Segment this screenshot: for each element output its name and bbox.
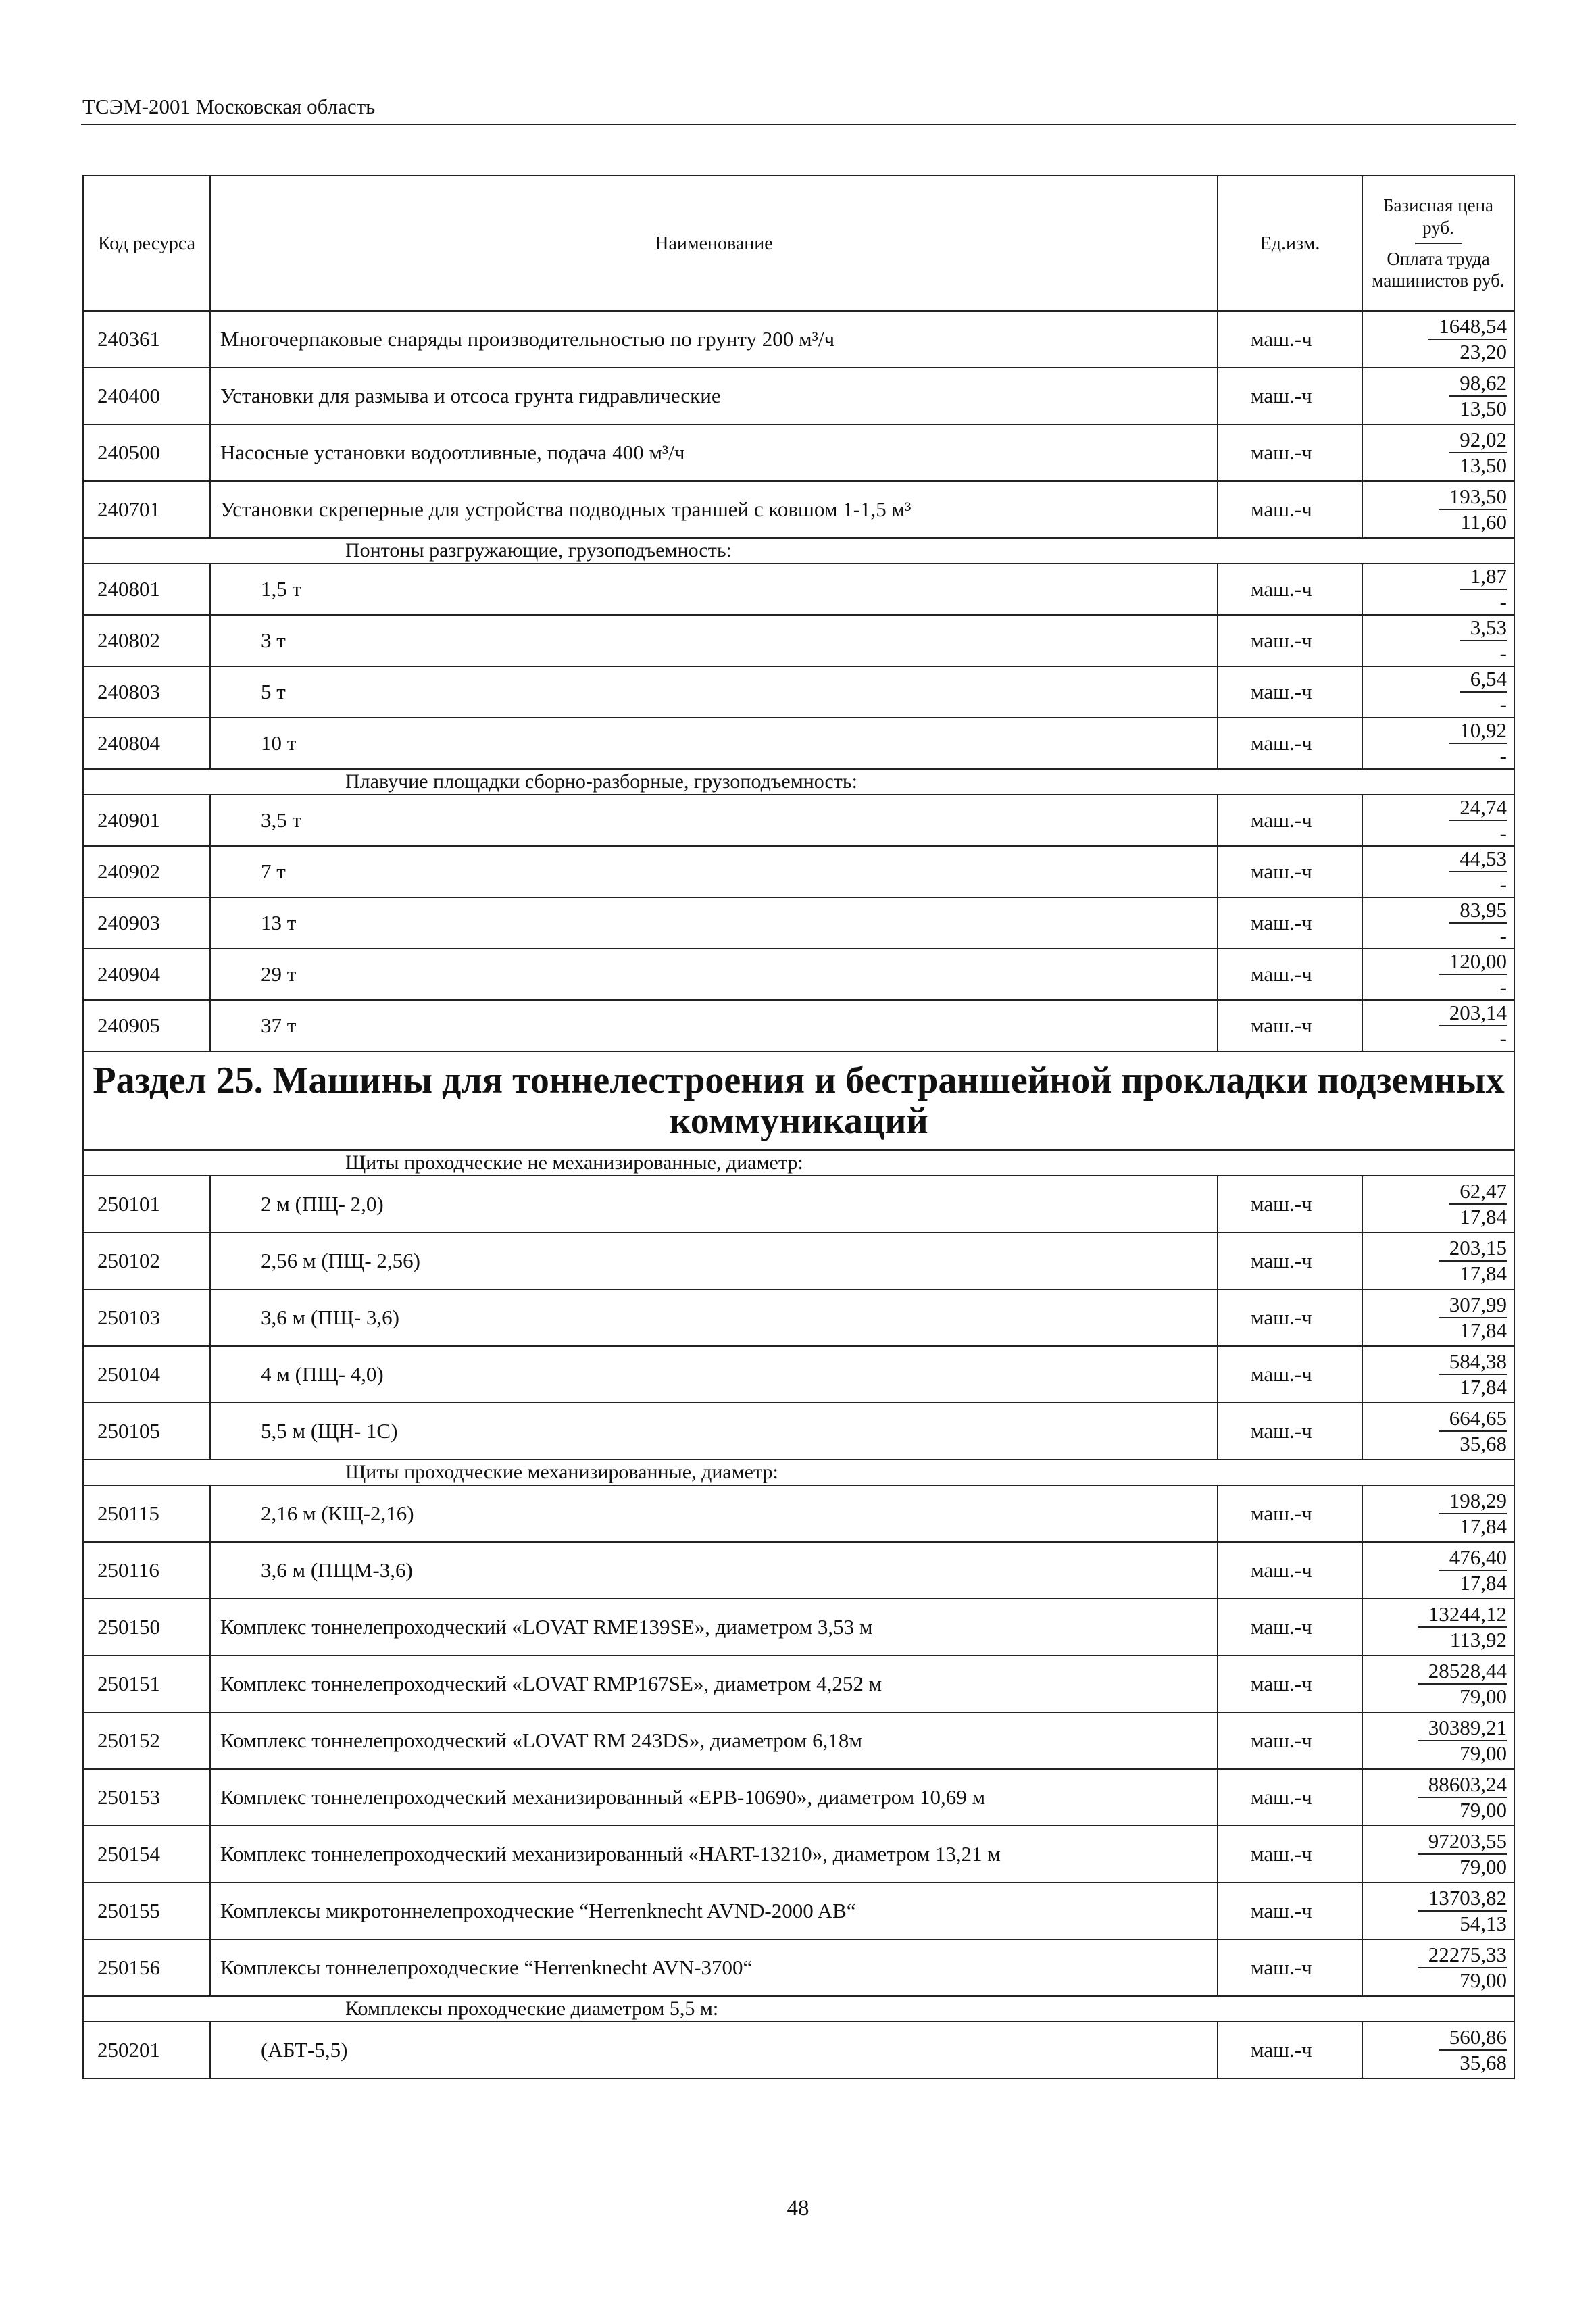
- unit: маш.-ч: [1218, 1769, 1362, 1826]
- col-header-unit: Ед.изм.: [1218, 176, 1362, 311]
- table-row: [83, 1403, 1514, 1460]
- document-header: ТСЭМ-2001 Московская область: [82, 95, 376, 118]
- table-row: [83, 1883, 1514, 1939]
- unit: маш.-ч: [1218, 795, 1362, 846]
- base-price: 98,62: [1449, 371, 1507, 397]
- resource-name: 3,6 м (ПЩ- 3,6): [210, 1289, 1218, 1346]
- table-row: [83, 368, 1514, 424]
- resource-code: 250153: [83, 1769, 210, 1826]
- table-row: [83, 897, 1514, 949]
- labor-price: 79,00: [1460, 1741, 1507, 1765]
- price-cell: [1362, 1939, 1514, 1996]
- unit: маш.-ч: [1218, 368, 1362, 424]
- price-cell: [1362, 368, 1514, 424]
- group-code-cell: [83, 1460, 210, 1485]
- resource-code: 240801: [83, 564, 210, 615]
- group-heading-row: [83, 1150, 1514, 1176]
- resource-code: 240905: [83, 1000, 210, 1051]
- resource-code: 250155: [83, 1883, 210, 1939]
- labor-price: 17,84: [1460, 1262, 1507, 1285]
- resource-name: Комплекс тоннелепроходческий «LOVAT RMP167SE», диаметром 4,252 м: [210, 1656, 1218, 1712]
- labor-price: -: [1499, 744, 1507, 768]
- resource-name: Комплекс тоннелепроходческий механизированный «EPB-10690», диаметром 10,69 м: [210, 1769, 1218, 1826]
- resource-name: 2,56 м (ПЩ- 2,56): [210, 1233, 1218, 1289]
- group-code-cell: [83, 1996, 210, 2022]
- price-table: [82, 175, 1515, 2079]
- base-price: 584,38: [1439, 1349, 1507, 1375]
- resource-name: 37 т: [210, 1000, 1218, 1051]
- table-row: [83, 424, 1514, 481]
- price-cell: [1362, 2022, 1514, 2078]
- resource-name: Комплексы микротоннелепроходческие “Herrenknecht AVND-2000 AB“: [210, 1883, 1218, 1939]
- price-cell: [1362, 1485, 1514, 1542]
- price-cell: [1362, 1289, 1514, 1346]
- resource-code: 240903: [83, 897, 210, 949]
- unit: маш.-ч: [1218, 615, 1362, 666]
- unit: маш.-ч: [1218, 1826, 1362, 1883]
- base-price: 198,29: [1439, 1489, 1507, 1514]
- price-cell: [1362, 1826, 1514, 1883]
- resource-code: 250151: [83, 1656, 210, 1712]
- group-code-cell: [83, 1150, 210, 1176]
- labor-price: 23,20: [1460, 340, 1507, 364]
- unit: маш.-ч: [1218, 846, 1362, 897]
- unit: маш.-ч: [1218, 1883, 1362, 1939]
- resource-code: 240901: [83, 795, 210, 846]
- group-heading-row: [83, 769, 1514, 795]
- base-price: 307,99: [1439, 1293, 1507, 1318]
- unit: маш.-ч: [1218, 1233, 1362, 1289]
- price-cell: [1362, 424, 1514, 481]
- table-row: [83, 564, 1514, 615]
- table-row: [83, 1769, 1514, 1826]
- price-cell: [1362, 795, 1514, 846]
- labor-price: -: [1499, 693, 1507, 716]
- table-row: [83, 718, 1514, 769]
- base-price: 62,47: [1449, 1179, 1507, 1205]
- unit: маш.-ч: [1218, 481, 1362, 538]
- unit: маш.-ч: [1218, 949, 1362, 1000]
- labor-price: -: [1499, 872, 1507, 896]
- base-price: 1,87: [1460, 564, 1507, 590]
- group-heading-row: [83, 1996, 1514, 2022]
- group-heading-row: [83, 538, 1514, 564]
- resource-name: 13 т: [210, 897, 1218, 949]
- base-price: 92,02: [1449, 428, 1507, 453]
- labor-price: 17,84: [1460, 1375, 1507, 1399]
- base-price: 24,74: [1449, 795, 1507, 821]
- labor-price: 79,00: [1460, 1968, 1507, 1992]
- table-row: [83, 1346, 1514, 1403]
- labor-price: -: [1499, 590, 1507, 614]
- col-header-price: [1362, 176, 1514, 311]
- base-price: 30389,21: [1418, 1716, 1507, 1741]
- resource-name: 3,6 м (ПЩМ-3,6): [210, 1542, 1218, 1599]
- resource-code: 250116: [83, 1542, 210, 1599]
- price-cell: [1362, 1403, 1514, 1460]
- table-row: [83, 846, 1514, 897]
- price-cell: [1362, 615, 1514, 666]
- table-row: [83, 795, 1514, 846]
- resource-code: 240803: [83, 666, 210, 718]
- table-row: [83, 1289, 1514, 1346]
- resource-code: 240902: [83, 846, 210, 897]
- table-row: [83, 1939, 1514, 1996]
- resource-name: 29 т: [210, 949, 1218, 1000]
- table-row: [83, 1542, 1514, 1599]
- page-number: 48: [787, 2196, 809, 2220]
- table-row: [83, 1000, 1514, 1051]
- base-price: 97203,55: [1418, 1829, 1507, 1855]
- labor-price: 17,84: [1460, 1205, 1507, 1228]
- resource-code: 240361: [83, 311, 210, 368]
- price-cell: [1362, 1000, 1514, 1051]
- resource-name: 10 т: [210, 718, 1218, 769]
- resource-name: Комплекс тоннелепроходческий механизированный «HART-13210», диаметром 13,21 м: [210, 1826, 1218, 1883]
- table-row: [83, 615, 1514, 666]
- unit: маш.-ч: [1218, 564, 1362, 615]
- base-price: 193,50: [1439, 484, 1507, 510]
- base-price: 1648,54: [1428, 314, 1507, 340]
- labor-price: 17,84: [1460, 1514, 1507, 1538]
- unit: маш.-ч: [1218, 424, 1362, 481]
- labor-price: 79,00: [1460, 1798, 1507, 1822]
- labor-price: 79,00: [1460, 1855, 1507, 1878]
- resource-name: Насосные установки водоотливные, подача 400 м³/ч: [210, 424, 1218, 481]
- labor-price: -: [1499, 641, 1507, 665]
- table-row: [83, 481, 1514, 538]
- table-header-row: [83, 176, 1514, 311]
- resource-name: Комплексы тоннелепроходческие “Herrenknecht AVN-3700“: [210, 1939, 1218, 1996]
- section-title: Раздел 25. Машины для тоннелестроения и бестраншейной прокладки подземных коммуникаций: [83, 1051, 1514, 1150]
- labor-price: 17,84: [1460, 1318, 1507, 1342]
- table-row: [83, 311, 1514, 368]
- unit: маш.-ч: [1218, 311, 1362, 368]
- group-heading: Понтоны разгружающие, грузоподъемность:: [210, 538, 1514, 564]
- unit: маш.-ч: [1218, 1289, 1362, 1346]
- price-cell: [1362, 1176, 1514, 1233]
- base-price: 13244,12: [1418, 1602, 1507, 1628]
- unit: маш.-ч: [1218, 1403, 1362, 1460]
- base-price: 22275,33: [1418, 1943, 1507, 1968]
- section-heading-row: [83, 1051, 1514, 1150]
- resource-code: 240904: [83, 949, 210, 1000]
- unit: маш.-ч: [1218, 1485, 1362, 1542]
- resource-name: 3,5 т: [210, 795, 1218, 846]
- resource-name: Комплекс тоннелепроходческий «LOVAT RM 243DS», диаметром 6,18м: [210, 1712, 1218, 1769]
- resource-name: 7 т: [210, 846, 1218, 897]
- resource-name: 4 м (ПЩ- 4,0): [210, 1346, 1218, 1403]
- base-price: 203,15: [1439, 1236, 1507, 1262]
- group-heading-row: [83, 1460, 1514, 1485]
- resource-code: 250201: [83, 2022, 210, 2078]
- price-labor-label: Оплата труда машинистов руб.: [1372, 249, 1505, 291]
- table-row: [83, 666, 1514, 718]
- resource-code: 250156: [83, 1939, 210, 1996]
- resource-name: 5,5 м (ЩН- 1С): [210, 1403, 1218, 1460]
- resource-code: 240400: [83, 368, 210, 424]
- price-cell: [1362, 718, 1514, 769]
- resource-code: 250105: [83, 1403, 210, 1460]
- table-row: [83, 949, 1514, 1000]
- resource-code: 240802: [83, 615, 210, 666]
- resource-code: 250150: [83, 1599, 210, 1656]
- unit: маш.-ч: [1218, 897, 1362, 949]
- unit: маш.-ч: [1218, 1656, 1362, 1712]
- labor-price: 35,68: [1460, 2051, 1507, 2074]
- resource-code: 250102: [83, 1233, 210, 1289]
- resource-code: 250115: [83, 1485, 210, 1542]
- resource-code: 250103: [83, 1289, 210, 1346]
- resource-code: 250152: [83, 1712, 210, 1769]
- unit: маш.-ч: [1218, 718, 1362, 769]
- unit: маш.-ч: [1218, 2022, 1362, 2078]
- base-price: 6,54: [1460, 667, 1507, 693]
- labor-price: 13,50: [1460, 453, 1507, 477]
- price-cell: [1362, 1542, 1514, 1599]
- resource-code: 250104: [83, 1346, 210, 1403]
- labor-price: -: [1499, 1026, 1507, 1050]
- resource-name: 1,5 т: [210, 564, 1218, 615]
- base-price: 13703,82: [1418, 1886, 1507, 1912]
- labor-price: 17,84: [1460, 1571, 1507, 1595]
- base-price: 44,53: [1449, 847, 1507, 872]
- unit: маш.-ч: [1218, 1346, 1362, 1403]
- table-row: [83, 2022, 1514, 2078]
- price-cell: [1362, 897, 1514, 949]
- price-cell: [1362, 311, 1514, 368]
- table-row: [83, 1656, 1514, 1712]
- base-price: 10,92: [1449, 718, 1507, 744]
- resource-code: 250154: [83, 1826, 210, 1883]
- price-cell: [1362, 564, 1514, 615]
- labor-price: -: [1499, 924, 1507, 947]
- unit: маш.-ч: [1218, 1599, 1362, 1656]
- labor-price: 54,13: [1460, 1912, 1507, 1935]
- base-price: 3,53: [1460, 616, 1507, 641]
- unit: маш.-ч: [1218, 1000, 1362, 1051]
- base-price: 664,65: [1439, 1406, 1507, 1432]
- resource-code: 240500: [83, 424, 210, 481]
- price-cell: [1362, 949, 1514, 1000]
- resource-code: 240701: [83, 481, 210, 538]
- labor-price: 113,92: [1449, 1628, 1507, 1651]
- price-cell: [1362, 1346, 1514, 1403]
- base-price: 203,14: [1439, 1001, 1507, 1026]
- table-row: [83, 1233, 1514, 1289]
- resource-name: (АБТ-5,5): [210, 2022, 1218, 2078]
- resource-code: 250101: [83, 1176, 210, 1233]
- base-price: 120,00: [1439, 949, 1507, 975]
- price-cell: [1362, 666, 1514, 718]
- labor-price: 35,68: [1460, 1432, 1507, 1455]
- unit: маш.-ч: [1218, 1712, 1362, 1769]
- resource-name: 2,16 м (КЩ-2,16): [210, 1485, 1218, 1542]
- group-code-cell: [83, 769, 210, 795]
- unit: маш.-ч: [1218, 666, 1362, 718]
- price-cell: [1362, 1233, 1514, 1289]
- labor-price: 13,50: [1460, 397, 1507, 420]
- table-row: [83, 1826, 1514, 1883]
- labor-price: -: [1499, 821, 1507, 845]
- price-cell: [1362, 846, 1514, 897]
- resource-name: 2 м (ПЩ- 2,0): [210, 1176, 1218, 1233]
- header-rule: [81, 124, 1516, 125]
- unit: маш.-ч: [1218, 1542, 1362, 1599]
- table-row: [83, 1176, 1514, 1233]
- price-cell: [1362, 481, 1514, 538]
- group-heading: Щиты проходческие не механизированные, диаметр:: [210, 1150, 1514, 1176]
- price-cell: [1362, 1712, 1514, 1769]
- price-cell: [1362, 1656, 1514, 1712]
- resource-name: Комплекс тоннелепроходческий «LOVAT RME139SE», диаметром 3,53 м: [210, 1599, 1218, 1656]
- col-header-name: Наименование: [210, 176, 1218, 311]
- price-cell: [1362, 1769, 1514, 1826]
- group-heading: Плавучие площадки сборно-разборные, грузоподъемность:: [210, 769, 1514, 795]
- col-header-code: Код ресурса: [83, 176, 210, 311]
- base-price: 476,40: [1439, 1545, 1507, 1571]
- base-price: 28528,44: [1418, 1659, 1507, 1685]
- table-row: [83, 1485, 1514, 1542]
- resource-code: 240804: [83, 718, 210, 769]
- group-code-cell: [83, 538, 210, 564]
- group-heading: Щиты проходческие механизированные, диаметр:: [210, 1460, 1514, 1485]
- base-price: 560,86: [1439, 2025, 1507, 2051]
- resource-name: Установки скреперные для устройства подводных траншей с ковшом 1-1,5 м³: [210, 481, 1218, 538]
- resource-name: Установки для размыва и отсоса грунта гидравлические: [210, 368, 1218, 424]
- base-price: 88603,24: [1418, 1772, 1507, 1798]
- price-cell: [1362, 1599, 1514, 1656]
- base-price: 83,95: [1449, 898, 1507, 924]
- labor-price: -: [1499, 975, 1507, 999]
- price-base-label: Базисная цена руб.: [1382, 195, 1494, 238]
- table-row: [83, 1712, 1514, 1769]
- group-heading: Комплексы проходческие диаметром 5,5 м:: [210, 1996, 1514, 2022]
- labor-price: 79,00: [1460, 1685, 1507, 1708]
- resource-name: 5 т: [210, 666, 1218, 718]
- labor-price: 11,60: [1460, 510, 1507, 534]
- unit: маш.-ч: [1218, 1939, 1362, 1996]
- resource-name: 3 т: [210, 615, 1218, 666]
- table-row: [83, 1599, 1514, 1656]
- resource-name: Многочерпаковые снаряды производительностью по грунту 200 м³/ч: [210, 311, 1218, 368]
- unit: маш.-ч: [1218, 1176, 1362, 1233]
- price-cell: [1362, 1883, 1514, 1939]
